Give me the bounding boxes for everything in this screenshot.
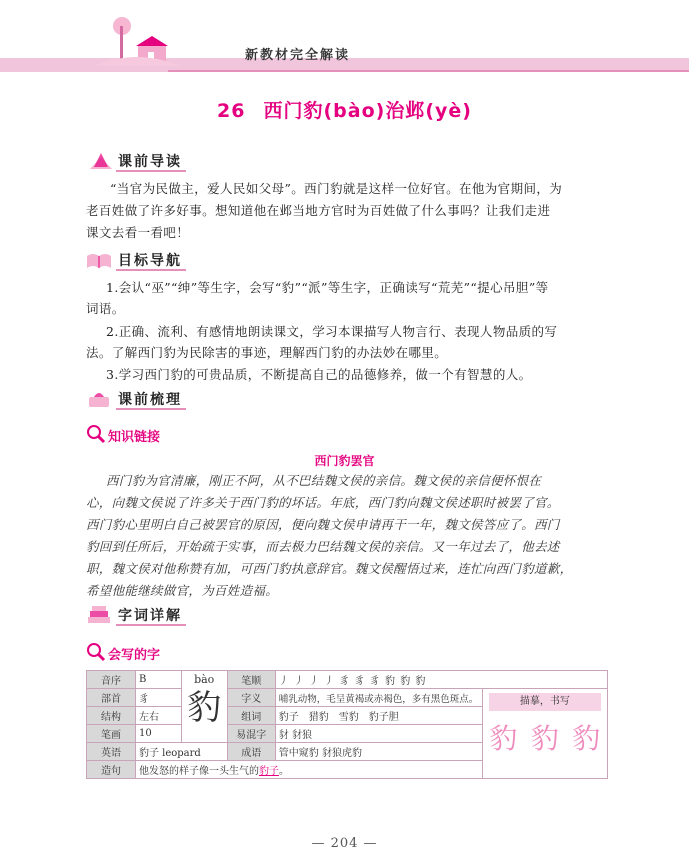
heading-underline (116, 269, 186, 271)
heading-underline (116, 408, 186, 410)
yihunzi-value: 豺 豺狼 (275, 725, 482, 743)
english-value: 豹子 leopard (135, 743, 227, 761)
bishun-value: 丿 丿 丿 丿 豸 豸 豸 豹 豹 豹 (275, 671, 607, 689)
practice-area (482, 689, 607, 779)
english-label: 英语 (87, 743, 136, 761)
heading-underline (116, 170, 186, 172)
zaoju-value (135, 761, 482, 779)
story-line-5: 职，魏文侯对他称赞有加，可西门豹执意辞官。魏文侯醒悟过来，连忙向西门豹道歉， (86, 561, 573, 576)
bihua-label: 笔画 (87, 725, 136, 743)
goals-heading: 目标导航 (118, 253, 182, 269)
character-card (86, 670, 608, 779)
zaoju-label: 造句 (87, 761, 136, 779)
lesson-title (0, 96, 689, 123)
jiegou-label: 结构 (87, 707, 136, 725)
bishun-label: 笔顺 (227, 671, 275, 689)
zuci-label: 组词 (227, 707, 275, 725)
review-heading: 课前梳理 (118, 392, 182, 408)
practice-char: 豹 (572, 722, 601, 755)
book-stand-icon (88, 151, 114, 171)
lesson-name: 西门豹(bào)治邺(yè) (263, 100, 472, 122)
goal-1-line-2: 词语。 (86, 301, 125, 316)
char-cell (181, 671, 227, 743)
bushou-label: 部首 (87, 689, 136, 707)
zaoju-pre: 他发怒的样子像一头生气的 (138, 766, 259, 777)
lesson-number: 26 (217, 100, 246, 122)
zaoju-highlight: 豹子 (258, 766, 279, 777)
preview-line-3: 课文去看一看吧！ (86, 225, 190, 240)
open-book-icon (86, 250, 112, 270)
chengyu-label: 成语 (227, 743, 275, 761)
preview-line-1: “当官为民做主，爱人民如父母”。西门豹就是这样一位好官。在他为官期间，为 (110, 181, 563, 196)
header-title: 新教材完全解读 (245, 48, 351, 63)
magnifier-icon (86, 642, 106, 662)
char-pinyin: bào (194, 673, 215, 686)
story-line-1: 西门豹为官清廉，刚正不阿，从不巴结魏文侯的亲信。魏文侯的亲信便怀恨在 (106, 473, 542, 488)
story-line-2: 心，向魏文侯说了许多关于西门豹的坏话。年底，西门豹向魏文侯述职时被罢了官。 (86, 495, 560, 510)
words-heading: 字词详解 (118, 608, 182, 624)
story-line-6: 希望他能继续做官，为百姓造福。 (86, 583, 279, 598)
goal-2-line-2: 法。了解西门豹为民除害的事迹，理解西门豹的办法妙在哪里。 (86, 345, 448, 360)
miaomo-label: 描摹，书写 (489, 693, 601, 711)
goal-3-line-1: 3.学习西门豹的可贵品质，不断提高自己的品德修养，做一个有智慧的人。 (106, 367, 532, 382)
story-line-3: 西门豹心里明白自己被罢官的原因，便向魏文侯申请再干一年，魏文侯答应了。西门 (86, 517, 560, 532)
practice-char: 豹 (489, 722, 518, 755)
preview-line-2: 老百姓做了许多好事。想知道他在邺当地方官时为百姓做了什么事吗？让我们走进 (86, 203, 551, 218)
ribbon-box-icon (86, 389, 112, 409)
heading-underline (116, 624, 186, 626)
yinxu-value: B (135, 671, 181, 689)
header-house-icon (92, 8, 182, 70)
ziyi-value: 哺乳动物，毛呈黄褐或赤褐色，多有黑色斑点。 (275, 689, 482, 707)
jiegou-value: 左右 (135, 707, 181, 725)
yinxu-label: 音序 (87, 671, 136, 689)
page-number: — 204 — (311, 836, 378, 851)
goal-1-line-1: 1.会认“巫”“绅”等生字，会写“豹”“派”等生字，正确读写“荒芜”“提心吊胆”等 (106, 280, 549, 295)
preview-heading: 课前导读 (118, 154, 182, 170)
header-rule (168, 70, 689, 72)
write-heading: 会写的字 (108, 648, 161, 663)
magnifier-icon (86, 424, 106, 444)
char-big: 豹 (187, 688, 222, 728)
story-line-4: 豹回到任所后，开始疏于实事，而去极力巴结魏文侯的亲信。又一年过去了，他去述 (86, 539, 560, 554)
goal-2-line-1: 2.正确、流利、有感情地朗读课文，学习本课描写人物言行、表现人物品质的写 (106, 324, 558, 339)
ziyi-label: 字义 (227, 689, 275, 707)
zuci-value: 豹子 猎豹 雪豹 豹子胆 (275, 707, 482, 725)
bihua-value: 10 (135, 725, 181, 743)
chengyu-value: 管中窥豹 豺狼虎豹 (275, 743, 482, 761)
zaoju-post: 。 (278, 766, 289, 777)
practice-char: 豹 (530, 722, 559, 755)
knowledge-heading: 知识链接 (108, 430, 161, 445)
story-title: 西门豹罢官 (314, 454, 375, 468)
bushou-value: 豸 (135, 689, 181, 707)
stacked-books-icon (86, 605, 112, 625)
yihunzi-label: 易混字 (227, 725, 275, 743)
